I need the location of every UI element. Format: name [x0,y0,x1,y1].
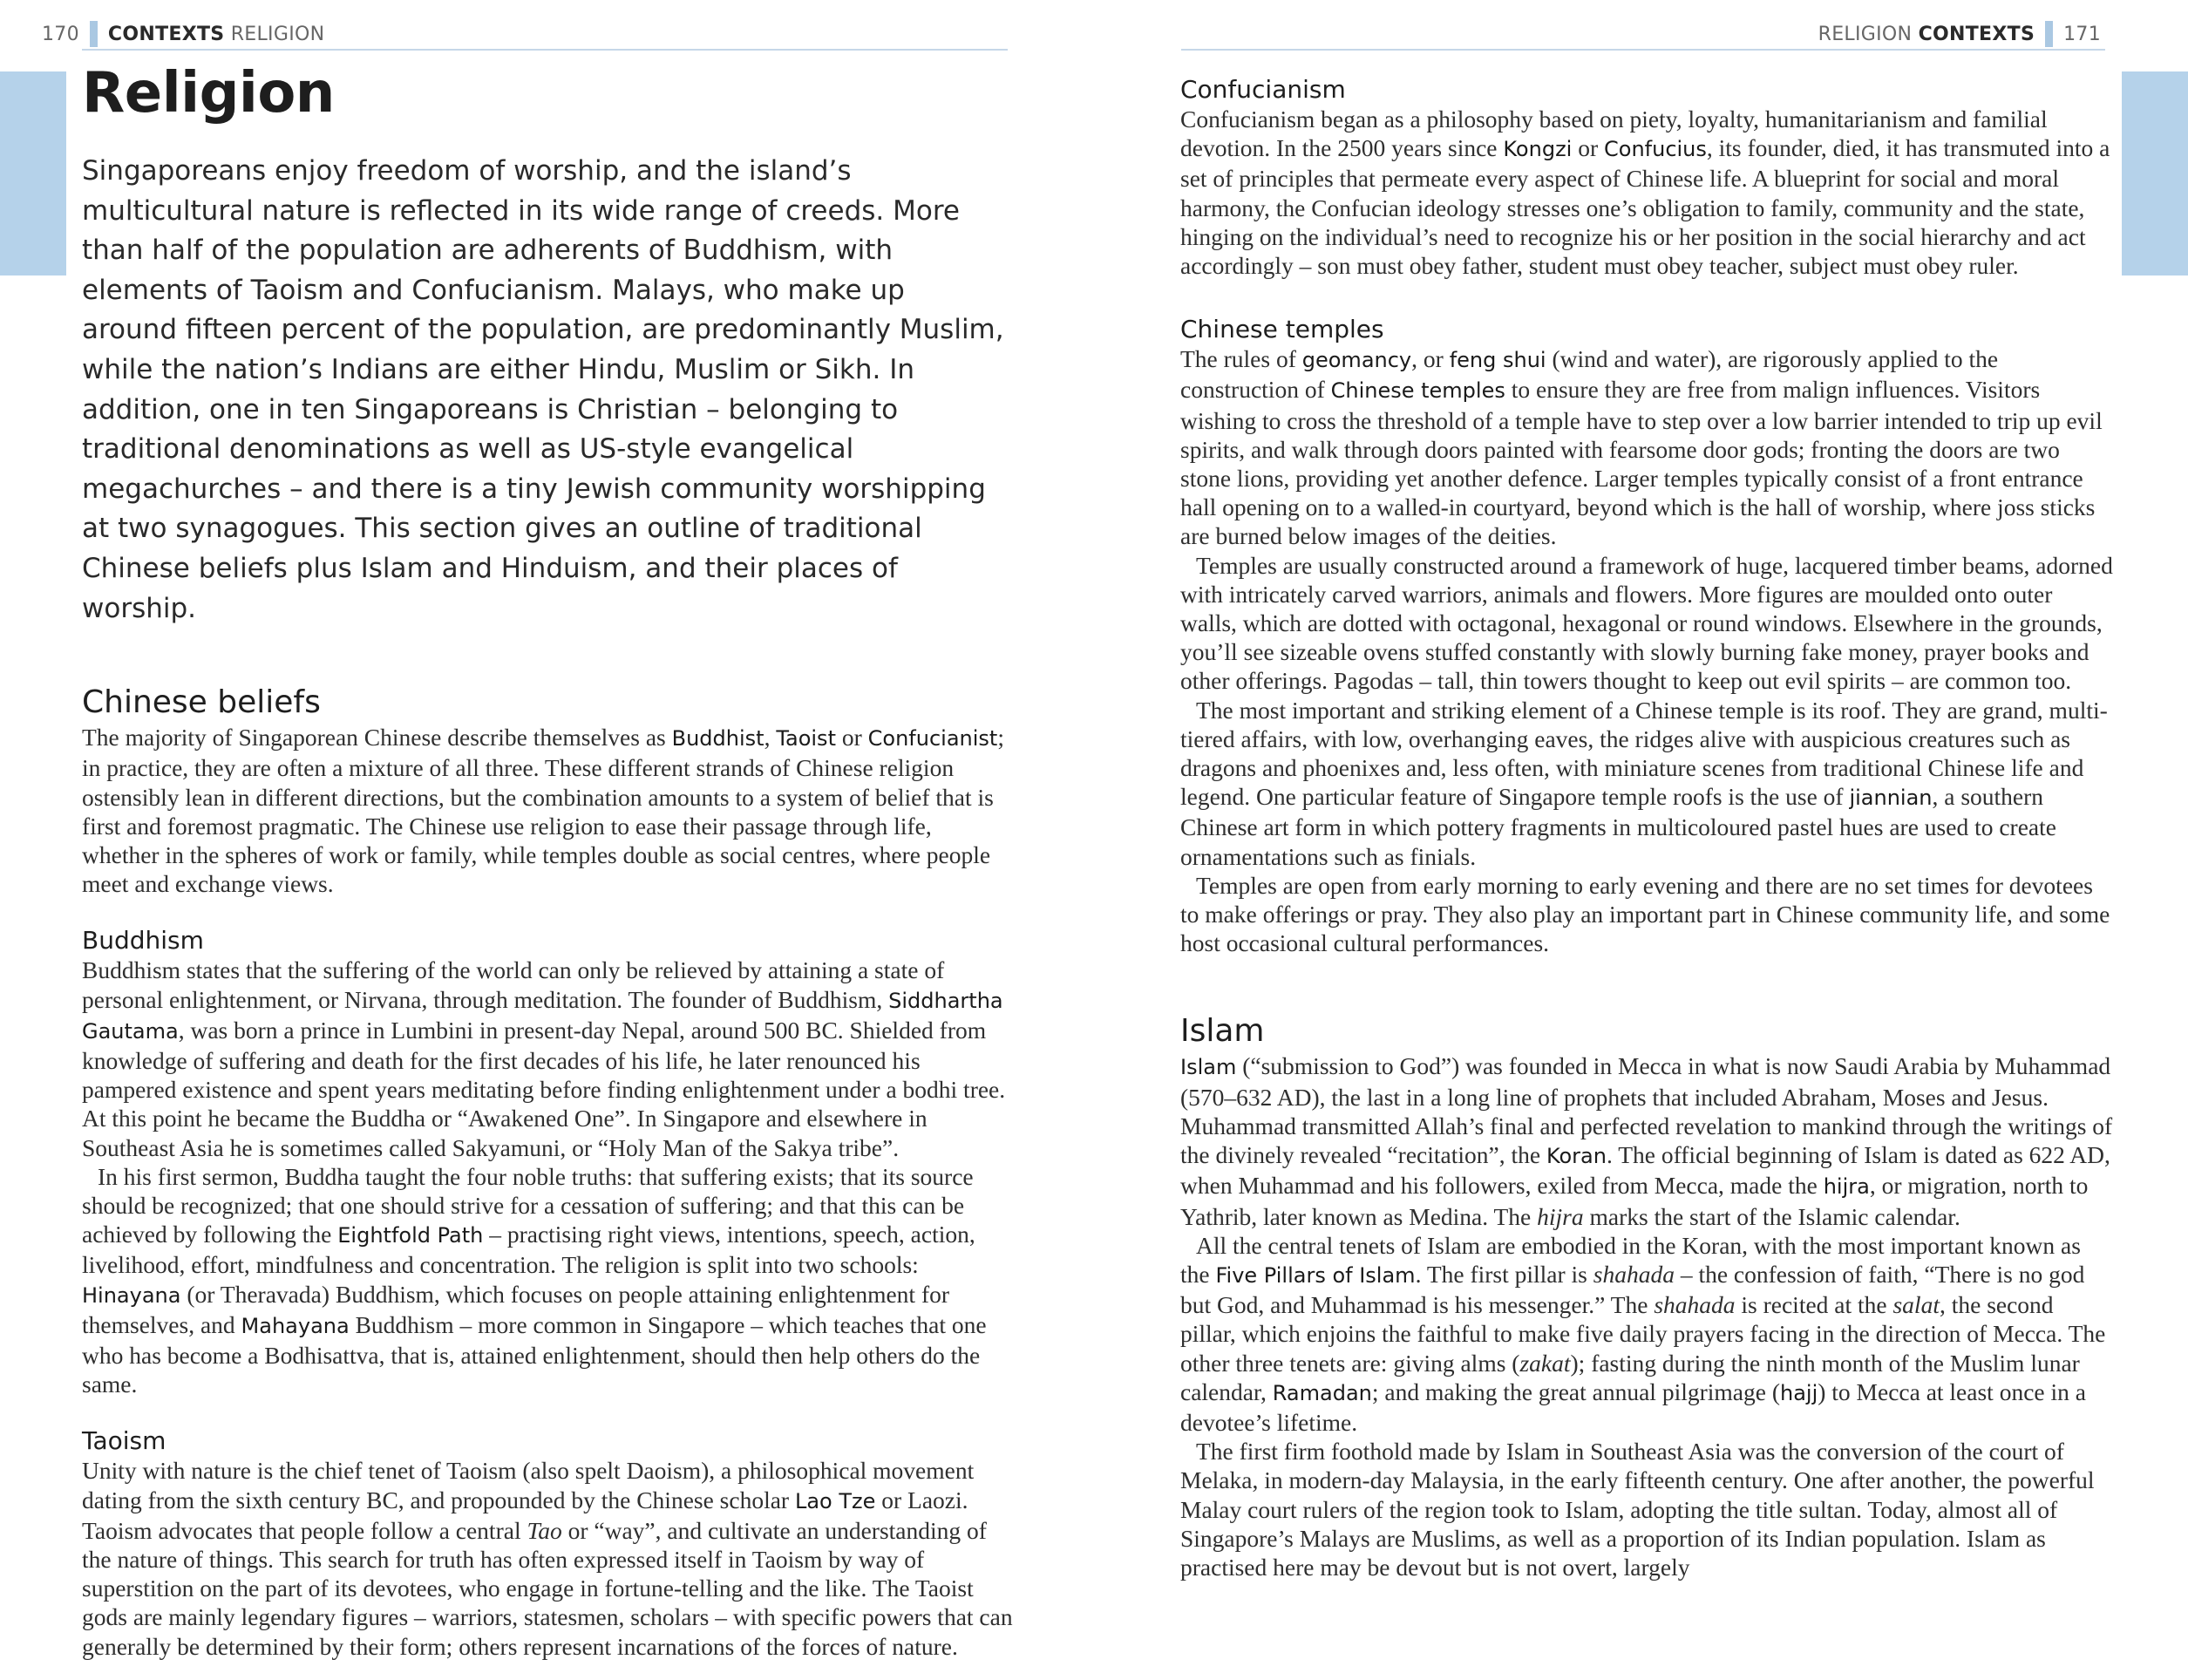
chinese-temples-paragraph-2: Temples are usually constructed around a framework of huge, lacquered timber beams, adorned with intricately carved warriors, animals and flowers. More figures are moulded onto outer walls, which are dotted with octagonal, hexagonal or round windows. Elsewhere in the grounds, you’ll see sizeable ovens stuffed constantly with slowly burning fake money, prayer books and other offerings. Pagodas – tall, thin towers thought to keep out evil spirits – are common too. [1180,551,2113,695]
header-rule-left [82,49,1008,51]
keyword-islam: Islam [1180,1055,1237,1080]
page-number-right: 171 [2063,23,2101,45]
chapter-tab-left [0,71,66,275]
keyword-siddhartha-gautama: Siddhartha Gautama [82,988,1003,1044]
heading-taoism: Taoism [82,1426,166,1456]
heading-chinese-beliefs: Chinese beliefs [82,684,321,721]
heading-chinese-temples: Chinese temples [1180,315,1384,344]
heading-confucianism: Confucianism [1180,75,1346,104]
keyword-feng-shui: feng shui [1449,348,1546,373]
keyword-buddhist: Buddhist [671,726,764,752]
running-head-right [1818,21,2101,47]
keyword-lao-tze: Lao Tze [794,1488,876,1513]
taoism-paragraph: Unity with nature is the chief tenet of Taoism (also spelt Daoism), a philosophical movement dating from the sixth century BC, and propounded by the Chinese scholar Lao Tze or Laozi. Taoism advocates that people follow a central Tao or “way”, and cultivate an understanding of the nature of things. This search for truth has often expressed itself in Taoism by way of superstition on the part of its devotees, who engage in fortune-telling and the like. The Taoist gods are mainly legendary figures – warriors, statesmen, scholars – with specific powers that can generally be determined by their form; others represent incarnations of the forces of nature. [82,1457,1013,1660]
chinese-beliefs-paragraph: The majority of Singaporean Chinese describe themselves as Buddhist, Taoist or Confucianist; in practice, they are often a mixture of all three. These different strands of Chinese religion ostensibly lean in different directions, but the combination amounts to a system of belief that is first and foremost pragmatic. The Chinese use religion to ease their passage through life, whether in the spheres of work or family, while temples double as social centres, where people meet and exchange views. [82,724,1004,898]
keyword-hajj: hajj [1779,1380,1818,1405]
keyword-kongzi: Kongzi [1503,137,1573,162]
chapter-tab-right [2122,71,2188,275]
running-head-bar-icon [90,21,98,47]
running-head-chapter: RELIGION [230,23,325,45]
running-head-bar-icon [2045,21,2053,47]
islam-paragraph-2: All the central tenets of Islam are embodied in the Koran, with the most important known as the Five Pillars of Islam. The first pillar is shahada – the confession of faith, “There is no god but God, and Muhammad is his messenger.” The shahada is recited at the salat, the second pillar, which enjoins the faithful to make five daily prayers facing in the direction of Mecca. The other three tenets are: giving alms (zakat); fasting during the ninth month of the Muslim lunar calendar, Ramadan; and making the great annual pilgrimage (hajj) to Mecca at least once in a devotee’s lifetime. [1180,1231,2106,1436]
keyword-koran: Koran [1546,1144,1607,1169]
heading-buddhism: Buddhism [82,926,204,956]
running-head-section-right: CONTEXTS [1918,23,2035,45]
heading-islam: Islam [1180,1013,1265,1050]
chinese-temples-paragraph-1: The rules of geomancy, or feng shui (wind and water), are rigorously applied to the construction of Chinese temples to ensure they are free from malign influences. Visitors wishing to cross the threshold of a temple have to step over a low barrier intended to trip up evil spirits, and walk through doors painted with fearsome door gods; fronting the doors are two stone lions, providing yet another defence. Larger temples typically consist of a front entrance hall opening on to a walled-in courtyard, beyond which is the hall of worship, where joss sticks are burned below images of the deities. [1180,345,2103,550]
keyword-chinese-temples: Chinese temples [1330,378,1505,404]
header-rule-right [1181,49,2105,51]
chinese-temples-paragraph-4: Temples are open from early morning to early evening and there are no set times for devotees to make offerings or pray. They also play an important part in Chinese community life, and some host occasional cultural performances. [1180,871,2110,957]
keyword-five-pillars: Five Pillars of Islam [1215,1262,1416,1288]
keyword-taoist: Taoist [776,726,836,752]
islam-paragraph-1: Islam (“submission to God”) was founded in Mecca in what is now Saudi Arabia by Muhammad (570–632 AD), the last in a long line of prophets that included Abraham, Moses and Jesus. Muhammad transmitted Allah’s final and perfected revelation to mankind through the writings of the divinely revealed “recitation”, the Koran. The official beginning of Islam is dated as 622 AD, when Muhammad and his followers, exiled from Mecca, made the hijra, or migration, north to Yathrib, later known as Medina. The hijra marks the start of the Islamic calendar. [1180,1052,2113,1230]
keyword-geomancy: geomancy [1301,348,1412,373]
keyword-jiannian: jiannian [1849,786,1933,811]
right-page [1094,0,2188,1680]
keyword-confucius: Confucius [1604,137,1707,162]
running-head-section: CONTEXTS [107,23,225,45]
intro-paragraph: Singaporeans enjoy freedom of worship, and the island’s multicultural nature is reflected in its wide range of creeds. More than half of the population are adherents of Buddhism, with elements of Taoism and Confucianism. Malays, who make up around fifteen percent of the population, are predominantly Muslim, while the nation’s Indians are either Hindu, Muslim or Sikh. In addition, one in ten Singaporeans is Christian – belonging to traditional denominations as well as US-style evangelical megachurches – and there is a tiny Jewish community worshipping at two synagogues. This section gives an outline of traditional Chinese beliefs plus Islam and Hinduism, and their places of worship. [82,155,1004,624]
confucianism-paragraph: Confucianism began as a philosophy based on piety, loyalty, humanitarianism and familial devotion. In the 2500 years since Kongzi or Confucius, its founder, died, it has transmuted into a set of principles that permeate every aspect of Chinese life. A blueprint for social and moral harmony, the Confucian ideology stresses one’s obligation to family, community and the state, hinging on the individual’s need to recognize his or her position in the social hierarchy and act accordingly – son must obey father, student must obey teacher, subject must obey ruler. [1180,105,2110,280]
left-column [82,54,1015,1661]
running-head-left [42,21,324,47]
keyword-mahayana: Mahayana [241,1313,350,1338]
right-column [1180,75,2113,1581]
keyword-hinayana: Hinayana [82,1282,181,1308]
keyword-ramadan: Ramadan [1272,1380,1372,1405]
islam-paragraph-3: The first firm foothold made by Islam in Southeast Asia was the conversion of the court of Melaka, in modern-day Malaysia, in the early fifteenth century. One after another, the powerful Malay court rulers of the region took to Islam, adopting the title sultan. Today, almost all of Singapore’s Malays are Muslims, as well as a proportion of its Indian population. Islam as practised here may be devout but is not overt, largely [1180,1438,2095,1581]
keyword-hijra: hijra [1823,1174,1870,1200]
running-head-chapter-right: RELIGION [1818,23,1913,45]
chinese-temples-paragraph-3: The most important and striking element of a Chinese temple is its roof. They are grand, multi-tiered affairs, with low, overhanging eaves, the ridges alive with auspicious creatures such as dragons and phoenixes and, less often, with miniature scenes from traditional Chinese life and legend. One particular feature of Singapore temple roofs is the use of jiannian, a southern Chinese art form in which pottery fragments in multicoloured pastel hues are used to create ornamentations such as finials. [1180,696,2108,870]
keyword-eightfold-path: Eightfold Path [337,1223,484,1248]
keyword-confucianist: Confucianist [867,726,998,752]
page-title: Religion [82,61,335,126]
buddhism-paragraph-1: Buddhism states that the suffering of the world can only be relieved by attaining a state of personal enlightenment, or Nirvana, through meditation. The founder of Buddhism, Siddhartha Gautama, was born a prince in Lumbini in present-day Nepal, around 500 BC. Shielded from knowledge of suffering and death for the first decades of his life, he later renounced his pampered existence and spent years meditating before finding enlightenment under a bodhi tree. At this point he became the Buddha or “Awakened One”. In Singapore and elsewhere in Southeast Asia he is sometimes called Sakyamuni, or “Holy Man of the Sakya tribe”. [82,956,1006,1161]
page-number-left: 170 [42,23,79,45]
buddhism-paragraph-2: In his first sermon, Buddha taught the four noble truths: that suffering exists; that its source should be recognized; that one should strive for a cessation of suffering; and that this can be achieved by following the Eightfold Path – practising right views, intentions, speech, action, livelihood, effort, mindfulness and concentration. The religion is split into two schools: Hinayana (or Theravada) Buddhism, which focuses on people attaining enlightenment for themselves, and Mahayana Buddhism – more common in Singapore – which teaches that one who has become a Bodhisattva, that is, attained enlightenment, should then help others do the same. [82,1162,987,1398]
